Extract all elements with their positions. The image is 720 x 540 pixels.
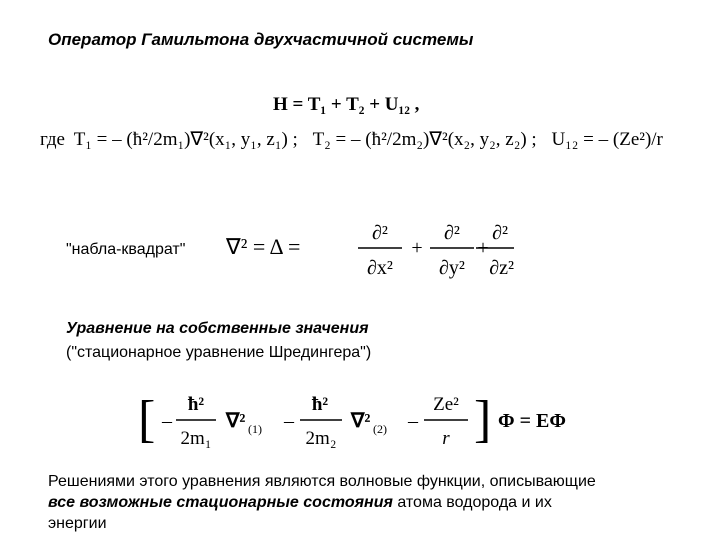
term-z-denominator: ∂z² [489,257,514,279]
right-bracket: ] [474,391,492,448]
term3-denominator: r [442,428,450,449]
hamiltonian-formula: H = T₁ + T₂ + U₁₂ , [273,94,420,115]
eigen-rhs: Φ = EΦ [498,410,566,432]
nabla-operator-1: ∇² [226,410,246,432]
plus-sign-1: + [411,237,423,259]
term-x-denominator: ∂x² [367,257,393,279]
nabla-operator-2: ∇² [351,410,371,432]
result-line-1: Решениями этого уравнения являются волновые функции, описывающие [48,473,596,490]
operator-definitions [40,128,663,151]
kinetic-operator-2: T₂ = – (ħ²/2m₂)∇²(x₂, y₂, z₂) ; [312,129,537,150]
laplacian-formula [220,212,520,282]
nabla-subscript-1: (1) [248,422,262,436]
plus-sign-2: + [477,237,489,259]
nabla-subscript-2: (2) [373,422,387,436]
result-line-2 [48,494,552,512]
nabla-label: "набла-квадрат" [66,241,186,258]
eigen-subheading: ("стационарное уравнение Шредингера") [66,344,372,361]
result-emphasis: все возможные стационарные состояния [48,494,393,511]
result-line-2-rest: атома водорода и их [392,494,552,511]
schrodinger-equation [136,380,576,460]
term-y-denominator: ∂y² [439,257,465,279]
potential-operator: U₁₂ = – (Ze²)/r [551,129,663,150]
minus-sign-1: – [162,410,172,432]
eigen-heading: Уравнение на собственные значения [66,320,369,337]
term-y-numerator: ∂² [444,222,460,244]
term2-numerator: ħ² [311,394,329,415]
left-bracket: [ [138,391,156,448]
laplacian-lhs: ∇² = Δ = [226,234,301,259]
minus-sign-3: – [408,410,418,432]
operator-prefix: где [40,129,65,150]
kinetic-operator-1: T₁ = – (ħ²/2m₁)∇²(x₁, y₁, z₁) ; [73,129,298,150]
term-x-numerator: ∂² [372,222,388,244]
term1-denominator: 2m₁ [180,428,212,449]
result-line-3: энергии [48,515,107,532]
term-z-numerator: ∂² [492,222,508,244]
term2-denominator: 2m₂ [305,428,337,449]
term1-numerator: ħ² [187,394,205,415]
slide-title: Оператор Гамильтона двухчастичной системы [48,30,474,49]
minus-sign-2: – [284,410,294,432]
term3-numerator: Ze² [433,394,459,415]
